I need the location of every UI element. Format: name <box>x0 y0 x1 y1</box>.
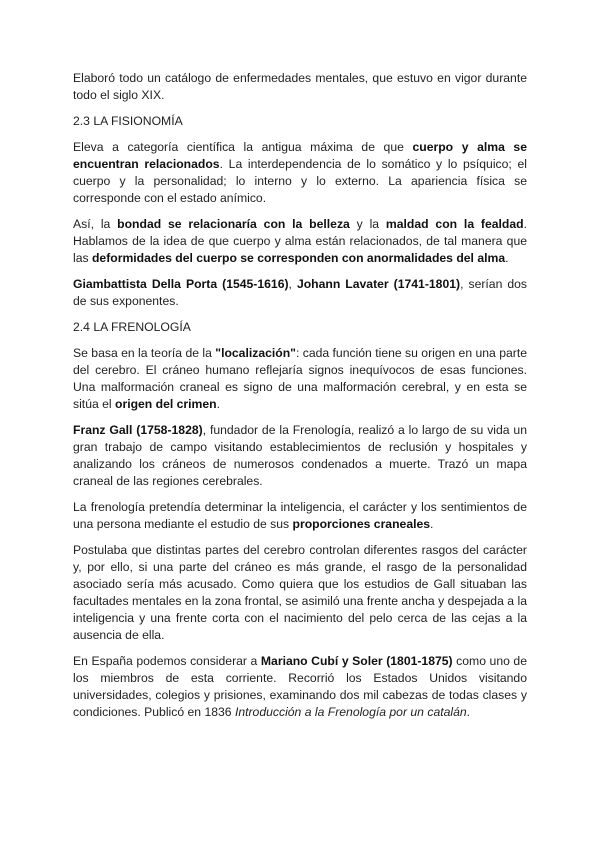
italic-book-title: Introducción a la Frenología por un catalán <box>234 705 467 719</box>
paragraph-fisionomia-definicion <box>73 139 527 207</box>
paragraph-bondad-belleza <box>73 216 527 267</box>
bold-text: cuerpo y alma se encuentran relacionados <box>73 140 527 171</box>
text: . Hablamos de la idea de que cuerpo y alma están relacionados, de tal manera que las <box>73 217 527 265</box>
paragraph-proporciones <box>73 499 527 533</box>
paragraph-mariano-cubi <box>73 653 527 721</box>
text: Elaboró todo un catálogo de enfermedades mentales, que estuvo en vigor durante todo el siglo XIX. <box>73 71 527 102</box>
bold-text: maldad con la fealdad <box>385 217 524 231</box>
paragraph-localizacion <box>73 345 527 413</box>
text: como uno de los miembros de esta corriente. Recorrió los Estados Unidos visitando universidades, colegios y prisiones, examinando dos mil cabezas de todas clases y condiciones. Publicó en 1836 <box>73 654 527 719</box>
text: , serían dos de sus exponentes. <box>73 277 528 308</box>
bold-text: "localización" <box>215 346 296 360</box>
paragraph-exponentes <box>73 276 527 310</box>
text: En España podemos considerar a <box>73 654 261 668</box>
bold-text: Franz Gall (1758-1828) <box>73 423 203 437</box>
text: Eleva a categoría científica la antigua máxima de que <box>73 140 413 154</box>
text: Postulaba que distintas partes del cerebro controlan diferentes rasgos del carácter y, por ello, si una parte del cráneo es más grande, el rasgo de la personalidad asociado sería más acusado. Como quiera que los estudios de Gall situaban las facultades mentales en la zona frontal, se asimiló una frente ancha y despejada a la inteligencia y una frente corta con el nacimiento del pelo cerca de las cejas a la ausencia de ella. <box>73 543 527 642</box>
text: . <box>216 397 220 411</box>
text: . <box>430 517 434 531</box>
paragraph-postulaba <box>73 542 527 644</box>
section-heading-fisionomia: 2.3 LA FISIONOMÍA <box>73 114 183 128</box>
bold-text: Giambattista Della Porta (1545-1616) <box>73 277 289 291</box>
text: . <box>505 251 509 265</box>
bold-text: deformidades del cuerpo se corresponden con anormalidades del alma <box>91 251 506 265</box>
bold-text: bondad se relacionaría con la belleza <box>117 217 350 231</box>
bold-text: Mariano Cubí y Soler (1801-1875) <box>260 654 453 668</box>
text: La frenología pretendía determinar la inteligencia, el carácter y los sentimientos de una persona mediante el estudio de sus <box>73 500 527 531</box>
bold-text: proporciones craneales <box>292 517 431 531</box>
paragraph-catalogo <box>73 70 527 104</box>
text: Así, la <box>73 217 118 231</box>
section-heading-frenologia: 2.4 LA FRENOLOGÍA <box>73 320 191 334</box>
text: y la <box>349 217 386 231</box>
text: . La interdependencia de lo somático y lo psíquico; el cuerpo y la personalidad; lo interno y lo externo. La apariencia física se corresponde con el estado anímico. <box>73 157 527 205</box>
text: , fundador de la Frenología, realizó a lo largo de su vida un gran trabajo de campo visitando establecimientos de reclusión y hospitales y analizando los cráneos de numerosos condenados a muerte. Trazó un mapa craneal de las regiones cerebrales. <box>73 423 527 488</box>
text: . <box>466 705 471 719</box>
bold-text: Johann Lavater (1741-1801) <box>296 277 461 291</box>
text: Se basa en la teoría de la <box>73 346 216 360</box>
text: , <box>288 277 297 291</box>
text: : cada función tiene su origen en una parte del cerebro. El cráneo humano reflejaría signos inequívocos de esas funciones. Una malformación craneal es signo de una malformación cerebral, y en esta se sitúa el <box>73 346 528 411</box>
paragraph-franz-gall <box>73 422 527 490</box>
bold-text: origen del crimen <box>115 397 217 411</box>
